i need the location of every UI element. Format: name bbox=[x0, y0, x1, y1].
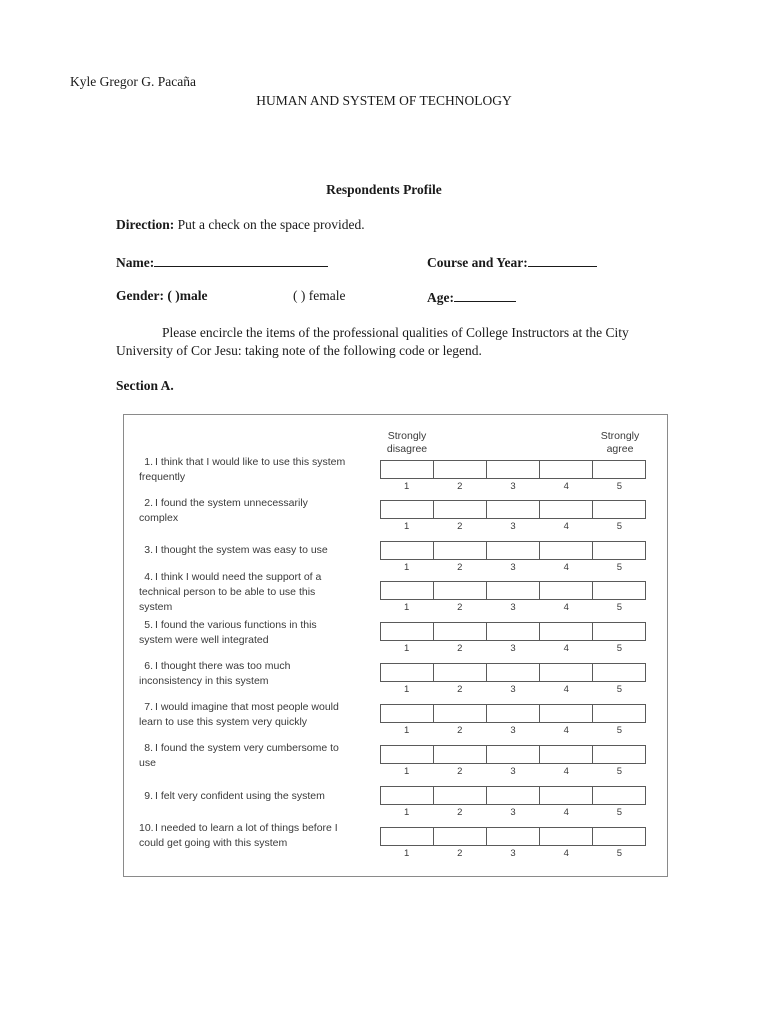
rating-boxes bbox=[380, 663, 646, 682]
rating-box[interactable] bbox=[434, 582, 487, 599]
question-number: 2. bbox=[144, 497, 153, 509]
rating-number: 4 bbox=[563, 807, 569, 818]
rating-box[interactable] bbox=[434, 461, 487, 478]
question-item bbox=[139, 496, 349, 526]
name-field[interactable] bbox=[116, 253, 328, 271]
rating-number: 4 bbox=[563, 602, 569, 613]
rating-number: 3 bbox=[510, 684, 516, 695]
rating-boxes bbox=[380, 500, 646, 519]
question-text: I thought the system was easy to use bbox=[155, 544, 328, 556]
rating-labels bbox=[380, 766, 646, 777]
rating-number: 3 bbox=[510, 602, 516, 613]
direction-label: Direction: bbox=[116, 217, 175, 232]
rating-number: 2 bbox=[457, 602, 463, 613]
rating-box[interactable] bbox=[381, 828, 434, 845]
rating-scale bbox=[380, 581, 646, 613]
rating-boxes bbox=[380, 460, 646, 479]
rating-box[interactable] bbox=[593, 746, 645, 763]
rating-number: 2 bbox=[457, 766, 463, 777]
question-item bbox=[139, 455, 349, 485]
rating-number: 4 bbox=[563, 562, 569, 573]
rating-number: 5 bbox=[616, 521, 623, 532]
rating-box[interactable] bbox=[487, 461, 540, 478]
rating-number: 1 bbox=[403, 562, 410, 573]
rating-box[interactable] bbox=[593, 501, 645, 518]
rating-labels bbox=[380, 807, 646, 818]
rating-box[interactable] bbox=[381, 582, 434, 599]
direction-line bbox=[116, 217, 365, 233]
rating-number: 4 bbox=[563, 766, 569, 777]
rating-boxes bbox=[380, 622, 646, 641]
question-number: 9. bbox=[144, 790, 153, 802]
question-item bbox=[139, 789, 349, 804]
rating-box[interactable] bbox=[540, 705, 593, 722]
course-year-blank[interactable] bbox=[528, 253, 597, 267]
rating-number: 3 bbox=[510, 643, 516, 654]
rating-labels bbox=[380, 602, 646, 613]
rating-scale bbox=[380, 460, 646, 492]
rating-number: 1 bbox=[403, 684, 410, 695]
rating-box[interactable] bbox=[434, 705, 487, 722]
female-label: ( ) female bbox=[293, 288, 346, 303]
gender-female-option[interactable] bbox=[293, 288, 345, 304]
question-item bbox=[139, 570, 349, 615]
rating-box[interactable] bbox=[540, 746, 593, 763]
rating-box[interactable] bbox=[434, 828, 487, 845]
question-item bbox=[139, 618, 349, 648]
question-item bbox=[139, 821, 349, 851]
rating-number: 3 bbox=[510, 848, 516, 859]
strongly-disagree-label: Strongly disagree bbox=[386, 430, 428, 455]
rating-box[interactable] bbox=[381, 501, 434, 518]
section-heading: Section A. bbox=[116, 378, 174, 393]
question-text: I felt very confident using the system bbox=[155, 790, 325, 802]
rating-boxes bbox=[380, 745, 646, 764]
gender-male-option[interactable] bbox=[116, 288, 207, 304]
rating-number: 3 bbox=[510, 481, 516, 492]
rating-box[interactable] bbox=[434, 746, 487, 763]
question-number: 10. bbox=[139, 822, 154, 834]
rating-number: 1 bbox=[403, 725, 410, 736]
rating-number: 1 bbox=[403, 481, 410, 492]
rating-labels bbox=[380, 521, 646, 532]
rating-number: 1 bbox=[403, 521, 410, 532]
rating-box[interactable] bbox=[593, 542, 645, 559]
rating-box[interactable] bbox=[381, 705, 434, 722]
rating-scale bbox=[380, 704, 646, 736]
rating-scale bbox=[380, 786, 646, 818]
rating-scale bbox=[380, 622, 646, 654]
rating-number: 4 bbox=[563, 521, 569, 532]
rating-number: 3 bbox=[510, 521, 516, 532]
age-blank[interactable] bbox=[454, 288, 516, 302]
rating-box[interactable] bbox=[487, 828, 540, 845]
rating-number: 4 bbox=[563, 481, 569, 492]
rating-number: 5 bbox=[616, 684, 623, 695]
rating-number: 1 bbox=[403, 643, 410, 654]
name-label: Name: bbox=[116, 255, 155, 270]
rating-number: 2 bbox=[457, 643, 463, 654]
rating-box[interactable] bbox=[381, 664, 434, 681]
rating-box[interactable] bbox=[540, 623, 593, 640]
question-number: 5. bbox=[144, 619, 153, 631]
rating-box[interactable] bbox=[487, 542, 540, 559]
course-year-field[interactable] bbox=[427, 253, 597, 271]
rating-number: 5 bbox=[616, 725, 623, 736]
question-number: 8. bbox=[144, 742, 153, 754]
question-item bbox=[139, 543, 349, 558]
question-text: I thought there was too much inconsistency in this system bbox=[139, 660, 291, 687]
rating-number: 2 bbox=[457, 848, 463, 859]
rating-number: 5 bbox=[616, 766, 623, 777]
question-text: I think that I would like to use this system frequently bbox=[139, 456, 346, 483]
rating-box[interactable] bbox=[434, 787, 487, 804]
rating-number: 1 bbox=[403, 602, 410, 613]
rating-number: 5 bbox=[616, 643, 623, 654]
rating-box[interactable] bbox=[434, 501, 487, 518]
name-blank[interactable] bbox=[154, 253, 328, 267]
usability-scale-box bbox=[123, 414, 668, 877]
question-text: I found the system unnecessarily complex bbox=[139, 497, 308, 524]
rating-scale bbox=[380, 827, 646, 859]
rating-number: 5 bbox=[616, 602, 623, 613]
rating-boxes bbox=[380, 827, 646, 846]
question-number: 6. bbox=[144, 660, 153, 672]
rating-box[interactable] bbox=[381, 787, 434, 804]
question-number: 4. bbox=[144, 571, 153, 583]
gender-label: Gender: ( bbox=[116, 288, 172, 303]
rating-box[interactable] bbox=[381, 746, 434, 763]
question-text: I would imagine that most people would learn to use this system very quickly bbox=[139, 701, 339, 728]
rating-boxes bbox=[380, 581, 646, 600]
rating-box[interactable] bbox=[434, 542, 487, 559]
rating-number: 5 bbox=[616, 807, 623, 818]
rating-box[interactable] bbox=[434, 623, 487, 640]
rating-box[interactable] bbox=[540, 501, 593, 518]
rating-boxes bbox=[380, 704, 646, 723]
rating-labels bbox=[380, 848, 646, 859]
question-text: I found the system very cumbersome to use bbox=[139, 742, 339, 769]
course-year-label: Course and Year: bbox=[427, 255, 528, 270]
question-text: I think I would need the support of a technical person to be able to use this system bbox=[139, 571, 322, 613]
rating-box[interactable] bbox=[487, 582, 540, 599]
rating-box[interactable] bbox=[593, 787, 645, 804]
rating-box[interactable] bbox=[540, 828, 593, 845]
profile-title: Respondents Profile bbox=[326, 182, 442, 197]
rating-box[interactable] bbox=[381, 623, 434, 640]
direction-text: Put a check on the space provided. bbox=[174, 217, 365, 232]
rating-number: 2 bbox=[457, 521, 463, 532]
rating-number: 2 bbox=[457, 562, 463, 573]
rating-number: 1 bbox=[403, 766, 410, 777]
male-label: )male bbox=[171, 288, 208, 303]
rating-scale bbox=[380, 745, 646, 777]
rating-number: 2 bbox=[457, 481, 463, 492]
rating-number: 5 bbox=[616, 848, 623, 859]
rating-box[interactable] bbox=[487, 501, 540, 518]
question-number: 1. bbox=[144, 456, 153, 468]
question-number: 3. bbox=[144, 544, 153, 556]
rating-number: 2 bbox=[457, 684, 463, 695]
rating-labels bbox=[380, 562, 646, 573]
rating-number: 4 bbox=[563, 725, 569, 736]
rating-box[interactable] bbox=[487, 664, 540, 681]
question-item bbox=[139, 741, 349, 771]
strongly-agree-label: Strongly agree bbox=[600, 430, 640, 455]
rating-number: 4 bbox=[563, 848, 569, 859]
rating-box[interactable] bbox=[487, 746, 540, 763]
question-text: I found the various functions in this system were well integrated bbox=[139, 619, 317, 646]
question-item bbox=[139, 700, 349, 730]
author-name: Kyle Gregor G. Pacaña bbox=[70, 74, 196, 89]
rating-box[interactable] bbox=[540, 461, 593, 478]
age-field[interactable] bbox=[427, 288, 516, 306]
question-item bbox=[139, 659, 349, 689]
rating-box[interactable] bbox=[434, 664, 487, 681]
rating-number: 3 bbox=[510, 725, 516, 736]
rating-boxes bbox=[380, 786, 646, 805]
rating-box[interactable] bbox=[540, 664, 593, 681]
rating-box[interactable] bbox=[487, 623, 540, 640]
rating-number: 5 bbox=[616, 481, 623, 492]
rating-box[interactable] bbox=[487, 705, 540, 722]
rating-box[interactable] bbox=[487, 787, 540, 804]
rating-box[interactable] bbox=[593, 705, 645, 722]
rating-box[interactable] bbox=[381, 542, 434, 559]
rating-box[interactable] bbox=[540, 542, 593, 559]
question-number: 7. bbox=[144, 701, 153, 713]
rating-number: 4 bbox=[563, 643, 569, 654]
document-subject: HUMAN AND SYSTEM OF TECHNOLOGY bbox=[256, 93, 512, 108]
rating-number: 3 bbox=[510, 766, 516, 777]
rating-box[interactable] bbox=[593, 828, 645, 845]
rating-box[interactable] bbox=[593, 623, 645, 640]
rating-labels bbox=[380, 481, 646, 492]
rating-number: 2 bbox=[457, 807, 463, 818]
rating-number: 5 bbox=[616, 562, 623, 573]
rating-number: 4 bbox=[563, 684, 569, 695]
rating-number: 1 bbox=[403, 807, 410, 818]
rating-number: 2 bbox=[457, 725, 463, 736]
rating-scale bbox=[380, 541, 646, 573]
question-text: I needed to learn a lot of things before I could get going with this system bbox=[139, 822, 338, 849]
rating-boxes bbox=[380, 541, 646, 560]
rating-labels bbox=[380, 684, 646, 695]
rating-box[interactable] bbox=[593, 582, 645, 599]
rating-labels bbox=[380, 643, 646, 654]
age-label: Age: bbox=[427, 290, 454, 305]
rating-number: 3 bbox=[510, 562, 516, 573]
instructions-paragraph: Please encircle the items of the professional qualities of College Instructors at the City University of Cor Jesu: taking note of the following code or legend. bbox=[116, 325, 629, 358]
rating-labels bbox=[380, 725, 646, 736]
rating-number: 1 bbox=[403, 848, 410, 859]
rating-scale bbox=[380, 500, 646, 532]
rating-scale bbox=[380, 663, 646, 695]
rating-box[interactable] bbox=[593, 461, 645, 478]
rating-box[interactable] bbox=[540, 787, 593, 804]
rating-number: 3 bbox=[510, 807, 516, 818]
rating-box[interactable] bbox=[381, 461, 434, 478]
rating-box[interactable] bbox=[593, 664, 645, 681]
rating-box[interactable] bbox=[540, 582, 593, 599]
